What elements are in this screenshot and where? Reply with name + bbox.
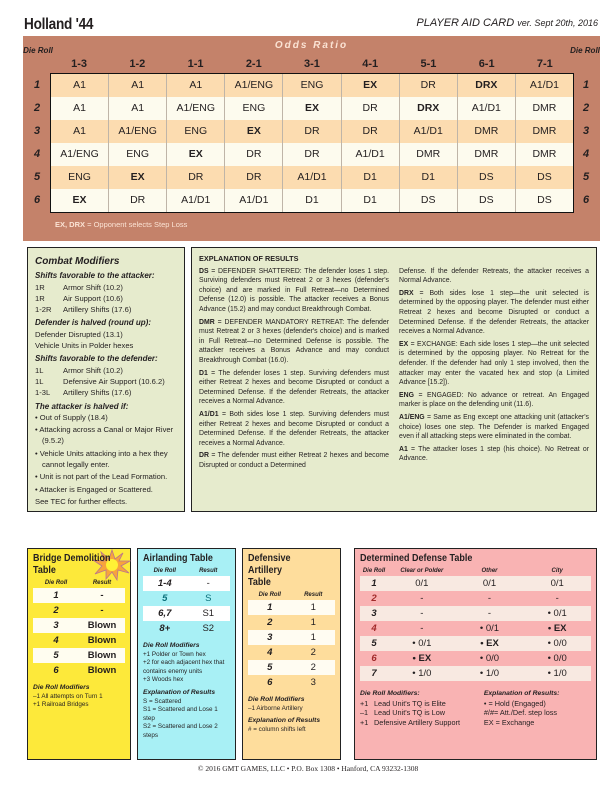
determined-defense-title: Determined Defense Table (360, 553, 473, 564)
crt-cell: DMR (532, 125, 557, 137)
dd-expl-title: Explanation of Results: (483, 690, 560, 697)
modifier-value: –1 (360, 708, 369, 717)
die-roll: 5 (371, 638, 377, 649)
crt-cell: A1/D1 (225, 189, 283, 212)
crt-cell: A1/D1 (283, 166, 341, 189)
result: - (206, 578, 210, 589)
table-row (33, 633, 125, 648)
crt-cell: EX (51, 189, 109, 212)
crt-cell: EX (342, 74, 400, 97)
defender-halved-heading: Defender is halved (round up): (35, 318, 152, 328)
result-definition (199, 267, 389, 315)
result: 1 (310, 617, 316, 628)
result: Blown (87, 650, 117, 661)
table-row (143, 576, 230, 591)
result: S (205, 593, 212, 604)
attacker-halved-item: • Out of Supply (18.4) (35, 412, 108, 422)
result-definition (399, 413, 589, 442)
result: S2 (202, 623, 215, 634)
result: S1 (202, 608, 215, 619)
explanation-line: #/#= Att./Def. step loss (483, 708, 558, 717)
result-text: = DEFENDER MANDATORY RETREAT: The defender must Retreat 2 or 3 hexes (defender's choice) and is marked in Full Retreat—no Determined Defense is possible. The attacker receives a Bonus Advance and may conduct Breakthrough Combat (16.0). (199, 318, 389, 364)
modifier-shift: 1R (35, 282, 45, 292)
odds-column-2-1: 2-1 (245, 58, 262, 70)
modifier-shift: 1-3L (35, 388, 51, 398)
dd-mods-title: Die Roll Modifiers: (360, 690, 420, 697)
die-roll-right: 2 (582, 102, 590, 114)
table-row (33, 588, 125, 603)
artillery-expl-title: Explanation of Results (248, 717, 321, 725)
modifier-line: +1 Railroad Bridges (33, 701, 89, 709)
dd-header: Other (481, 568, 498, 574)
result-text: = ENGAGED: No advance or retreat. An Engaged marker is place on the defending unit (11.6). (399, 391, 589, 409)
defender-shifts-heading: Shifts favorable to the defender: (35, 354, 158, 364)
table-row (33, 648, 125, 663)
die-roll: 5 (267, 662, 273, 673)
result-definition (399, 445, 589, 464)
table-row (248, 645, 335, 660)
die-roll-left: 5 (33, 171, 41, 183)
crt-cell: A1/ENG (109, 120, 167, 143)
die-roll: 3 (267, 632, 273, 643)
crt-cell: DR (400, 74, 458, 97)
dd-cell: • 0/0 (547, 638, 567, 649)
die-roll: 8+ (159, 623, 171, 634)
crt-cell: A1/ENG (167, 97, 225, 120)
result: 3 (310, 677, 316, 688)
table-row (248, 630, 335, 645)
modifier-desc: Artillery Shifts (17.6) (63, 388, 132, 398)
result-code: DS (199, 267, 209, 275)
explanation-title: EXPLANATION OF RESULTS (199, 254, 299, 263)
defender-halved-item: Vehicle Units in Polder hexes (35, 341, 134, 351)
modifier-shift: 1L (35, 376, 44, 386)
dd-cell: • 0/1 (547, 608, 567, 619)
card-title: Holland '44 (24, 16, 94, 33)
crt-cell: ENG (109, 143, 167, 166)
crt-cell: D1 (342, 166, 400, 189)
combat-modifiers-box (27, 247, 185, 512)
dd-cell: • 0/0 (547, 653, 567, 664)
die-roll: 6 (267, 677, 273, 688)
result-code: DRX (399, 289, 414, 297)
head-result: Result (92, 580, 112, 586)
crt-cell: D1 (283, 189, 341, 212)
crt-row (51, 189, 573, 212)
modifier-line (35, 304, 177, 315)
crt-cell: DRX (458, 74, 516, 97)
crt-cell: DMR (532, 148, 557, 160)
dd-cell: • 0/0 (479, 653, 500, 664)
dd-cell: • EX (412, 653, 432, 664)
odds-column-7-1: 7-1 (536, 58, 553, 70)
result-text: = DEFENDER SHATTERED: The defender loses 1 step. Surviving defenders must Retreat 2 or 3 hexes (defender's choice) and are marked in Full Retreat—no Determined Defense (12.0) is possible. The attacker receives a Bonus Advance (15.2) and may conduct Breakthrough Combat. (199, 267, 389, 313)
modifier-value: +1 (360, 698, 369, 708)
odds-column-6-1: 6-1 (478, 58, 495, 70)
crt-cell: ENG (167, 120, 225, 143)
table-row (248, 660, 335, 675)
crt-cell: ENG (51, 166, 109, 189)
dd-header: Die Roll (362, 568, 386, 574)
crt-cell: A1 (167, 74, 225, 97)
odds-ratio-title: Odds Ratio (274, 40, 349, 51)
subtitle-text: PLAYER AID CARD (416, 17, 515, 29)
bridge-demolition-table (27, 548, 131, 760)
crt-row (51, 97, 573, 120)
result-definition (399, 391, 589, 410)
die-roll: 2 (53, 605, 59, 616)
modifier-line (35, 387, 177, 398)
result-text: = The defender loses 1 step. Surviving defenders must either Retreat 2 hexes and become Disrupted or conduct a Determined Defense. If the defender Retreats, the attacker receives a Normal Advance. (199, 369, 389, 406)
crt-cell: DS (400, 189, 458, 212)
artillery-mods-title: Die Roll Modifiers (248, 696, 305, 703)
die-roll: 1-4 (157, 578, 172, 589)
explanation-right-column (399, 267, 589, 474)
result-definition (199, 318, 389, 366)
die-roll-right: 1 (582, 79, 590, 91)
crt-cell: A1 (51, 97, 109, 120)
die-roll: 1 (371, 578, 377, 589)
determined-defense-table (354, 548, 597, 760)
dd-cell: • 1/0 (479, 668, 500, 679)
dd-row (360, 606, 591, 621)
combat-results-table (23, 36, 600, 241)
odds-column-3-1: 3-1 (304, 58, 320, 70)
modifier-line: +3 Woods hex (143, 676, 184, 684)
dd-row (360, 591, 591, 606)
dd-cell: 0/1 (415, 578, 429, 589)
odds-column-1-2: 1-2 (129, 58, 146, 70)
result: 1 (310, 632, 316, 643)
table-row (248, 600, 335, 615)
result-definition (399, 340, 589, 388)
card-subtitle (416, 17, 598, 29)
crt-cell: DR (283, 143, 341, 166)
bridge-mods-title: Die Roll Modifiers (33, 684, 90, 691)
odds-column-headers (50, 58, 574, 70)
die-roll-right: 6 (582, 194, 590, 206)
crt-cell: DS (537, 194, 552, 206)
head-die-roll: Die Roll (153, 568, 176, 574)
modifier-desc: Armor Shift (10.2) (63, 365, 123, 375)
die-roll: 6 (371, 653, 377, 664)
crt-cell: DR (225, 143, 283, 166)
crt-cell: EX (283, 97, 341, 120)
explanation-continuation: Defense. If the defender Retreats, the attacker receives a Normal Advance. (399, 267, 589, 285)
crt-cell: A1/D1 (529, 79, 560, 91)
crt-cell: DR (167, 166, 225, 189)
attacker-shifts-heading: Shifts favorable to the attacker: (35, 271, 155, 281)
result-text: = Both sides lose 1 step. Surviving defenders must either Retreat 2 hexes and become Disrupted or conduct a Determined Defense. If the defender Retreats, the attacker receives a Normal Advance. (199, 410, 389, 447)
crt-cell: DMR (400, 143, 458, 166)
bridge-title-1: Bridge Demolition (33, 553, 111, 564)
attacker-halved-item: • Unit is not part of the Lead Formation. (35, 472, 168, 482)
dd-header: City (551, 568, 563, 574)
dd-cell: - (420, 608, 424, 619)
explanation-line: S2 = Scattered and Lose 2 steps (143, 723, 218, 739)
crt-cell: A1 (109, 97, 167, 120)
result: 2 (310, 647, 316, 658)
odds-column-1-1: 1-1 (187, 58, 204, 70)
attacker-halved-item: • Attacker is Engaged or Scattered. (35, 484, 153, 494)
head-die-roll: Die Roll (44, 580, 68, 586)
die-roll-left: 6 (33, 194, 41, 206)
modifier-line (360, 718, 478, 728)
crt-cell: DRX (400, 97, 458, 120)
modifier-desc: Lead Unit's TQ is Elite (374, 698, 446, 708)
attacker-halved-item: • Attacking across a Canal or Major River (9.5.2) (35, 425, 174, 446)
modifier-desc: Lead Unit's TQ is Low (374, 708, 446, 717)
artillery-title-2: Table (248, 577, 271, 588)
die-roll: 1 (267, 602, 273, 613)
airlanding-table (137, 548, 236, 760)
dd-cell: • 1/0 (547, 668, 567, 679)
version-text: ver. Sept 20th, 2016 (517, 18, 598, 28)
modifier-line (35, 293, 177, 304)
result-text: = The defender must either Retreat 2 hexes and become Disrupted or conduct a Determined (199, 452, 389, 469)
table-row (33, 663, 125, 678)
result: Blown (87, 620, 117, 631)
modifier-value: +1 (360, 717, 369, 727)
crt-cell: A1 (109, 74, 167, 97)
die-roll: 2 (267, 617, 273, 628)
attacker-halved-heading: The attacker is halved if: (35, 401, 129, 411)
modifier-line (360, 699, 478, 709)
crt-cell: DR (283, 120, 341, 143)
table-row (143, 606, 230, 621)
modifier-line: +2 for each adjacent hex that contains enemy units (143, 659, 225, 675)
combat-modifiers-title: Combat Modifiers (35, 256, 120, 267)
table-row (248, 615, 335, 630)
airlanding-expl-title: Explanation of Results (143, 688, 216, 696)
crt-row (51, 74, 573, 97)
dd-cell: • 0/1 (479, 623, 500, 634)
die-roll: 6,7 (158, 608, 172, 619)
crt-cell: EX (225, 120, 283, 143)
attacker-halved-item: • Vehicle Units attacking into a hex they cannot legally enter. (35, 448, 168, 470)
crt-cell: A1/D1 (342, 143, 400, 166)
result: Blown (87, 665, 117, 676)
die-roll-label-left: Die Roll (23, 46, 53, 55)
die-roll: 5 (53, 650, 59, 661)
crt-cell: A1/D1 (400, 120, 458, 143)
odds-column-5-1: 5-1 (420, 58, 437, 70)
result-code: ENG (399, 391, 414, 399)
dd-row (360, 651, 591, 666)
result-text: = EXCHANGE: Each side loses 1 step—the unit selected is determined by the opposing player. No Retreat for the defender. If the defender had only 1 step involved, then the attacker may enter the vacated hex and stop (a Limited Advance [15.2]). (399, 340, 589, 387)
crt-cell: DS (458, 166, 516, 189)
see-tec-note: See TEC for further effects. (35, 496, 128, 506)
dd-row (360, 621, 591, 636)
publisher-footer: © 2016 GMT GAMES, LLC • P.O. Box 1308 • Hanford, CA 93232-1308 (197, 764, 419, 773)
note-bold: EX, DRX (55, 220, 86, 229)
crt-cell: DR (225, 166, 283, 189)
modifier-line: –1 Airborne Artillery (248, 704, 303, 712)
die-roll-right: 3 (582, 125, 590, 137)
result: - (100, 605, 104, 616)
modifier-line (35, 365, 177, 376)
dd-cell: - (420, 593, 424, 604)
die-roll-label-right: Die Roll (570, 46, 600, 55)
crt-cell: ENG (283, 74, 341, 97)
die-roll: 4 (53, 635, 59, 646)
explanation-of-results-box (191, 247, 597, 512)
result-text: = Same as Eng except one attacking unit (attacker's choice) loses one step. The Defender is marked Engaged even if all attacking steps were eliminated in the combat. (399, 413, 589, 441)
crt-row (51, 166, 573, 189)
result: 1 (310, 602, 316, 613)
defender-halved-item: Defender Disrupted (13.1) (35, 329, 123, 339)
dd-cell: • EX (480, 638, 499, 649)
dd-cell: • EX (547, 623, 567, 634)
result-definition (199, 369, 389, 407)
result-definition (199, 451, 389, 470)
dd-cell: 0/1 (482, 578, 497, 589)
result: Blown (87, 635, 117, 646)
modifier-desc: Armor Shift (10.2) (63, 282, 123, 292)
result: - (100, 590, 104, 601)
crt-cell: A1/ENG (51, 143, 109, 166)
crt-cell: DMR (458, 143, 516, 166)
crt-row (51, 120, 573, 143)
die-roll: 6 (53, 665, 59, 676)
result: 2 (310, 662, 316, 673)
result-text: = The attacker loses 1 step (his choice). No Retreat or Advance. (399, 445, 589, 463)
dd-row (360, 576, 591, 591)
crt-cell: ENG (225, 97, 283, 120)
crt-note (55, 220, 187, 229)
die-roll-left: 3 (33, 125, 41, 137)
explanation-line: S1 = Scattered and Lose 1 step (143, 706, 218, 722)
dd-row (360, 666, 591, 681)
die-roll: 4 (371, 623, 377, 634)
die-roll: 2 (371, 593, 377, 604)
modifier-line (360, 708, 478, 718)
result-code: A1/D1 (199, 410, 219, 418)
result-code: A1/ENG (399, 413, 425, 421)
explanation-line: # = column shifts left (248, 725, 306, 733)
dd-cell: • 0/1 (412, 638, 432, 649)
crt-cell: A1/D1 (458, 97, 516, 120)
airlanding-title: Airlanding Table (143, 553, 213, 564)
crt-grid (50, 73, 574, 213)
modifier-desc: Defensive Air Support (10.6.2) (63, 376, 165, 386)
dd-cell: - (555, 593, 559, 604)
explanation-left-column (199, 267, 389, 474)
odds-column-1-3: 1-3 (71, 58, 88, 70)
explanation-line: S = Scattered (143, 697, 182, 705)
die-roll: 3 (371, 608, 377, 619)
dd-row (360, 636, 591, 651)
result-text: = Both sides lose 1 step—the unit selected is determined by the opposing player. The defender must either Retreat 2 hexes and become Disrupted or conduct a Determined Defense. If the defender Retreats, the attacker receives a Normal Advance. (399, 289, 589, 336)
modifier-shift: 1L (35, 365, 44, 375)
modifier-line (35, 376, 177, 387)
artillery-title-1: Defensive Artillery (248, 553, 291, 576)
die-roll-right: 4 (582, 148, 590, 160)
result-code: A1 (399, 445, 408, 453)
result-code: DMR (199, 318, 215, 326)
table-row (143, 591, 230, 606)
crt-cell: DR (342, 97, 400, 120)
modifier-line: –1 All attempts on Turn 1 (33, 692, 103, 700)
die-roll: 3 (53, 620, 59, 631)
dd-cell: - (487, 608, 492, 619)
die-roll-left: 4 (33, 148, 41, 160)
explanation-line: EX = Exchange (483, 717, 535, 727)
crt-cell: DMR (458, 120, 516, 143)
die-roll: 7 (371, 668, 377, 679)
die-roll: 4 (267, 647, 273, 658)
crt-cell: A1/D1 (167, 189, 225, 212)
crt-cell: DR (342, 120, 400, 143)
defensive-artillery-table (242, 548, 341, 760)
note-text: = Opponent selects Step Loss (85, 220, 188, 229)
crt-cell: A1/ENG (225, 74, 283, 97)
result-code: EX (399, 340, 409, 348)
crt-cell: EX (109, 166, 167, 189)
die-roll-right: 5 (582, 171, 590, 183)
modifier-line: +1 Polder or Town hex (143, 650, 206, 658)
head-result: Result (304, 592, 323, 598)
crt-cell: DMR (532, 102, 557, 114)
bridge-title-2: Table (33, 565, 56, 576)
airlanding-mods-title: Die Roll Modifiers (143, 642, 200, 649)
dd-cell: 0/1 (550, 578, 564, 589)
dd-cell: • 1/0 (412, 668, 432, 679)
die-roll: 1 (53, 590, 59, 601)
head-result: Result (199, 568, 218, 574)
modifier-desc: Air Support (10.6) (63, 293, 123, 303)
result-code: DR (199, 452, 209, 460)
modifier-desc: Artillery Shifts (17.6) (63, 305, 132, 315)
result-definition (399, 289, 589, 337)
crt-cell: D1 (400, 166, 458, 189)
crt-cell: DR (109, 189, 167, 212)
odds-column-4-1: 4-1 (362, 58, 379, 70)
table-row (33, 603, 125, 618)
modifier-shift: 1R (35, 293, 45, 303)
crt-cell: A1 (51, 120, 109, 143)
head-die-roll: Die Roll (258, 592, 281, 598)
explanation-line: • = Hold (Engaged) (483, 698, 546, 708)
modifier-desc: Defensive Artillery Support (374, 717, 460, 727)
dd-cell: - (487, 593, 492, 604)
crt-cell: D1 (342, 189, 400, 212)
die-roll-left: 1 (33, 79, 41, 91)
table-row (143, 621, 230, 636)
result-definition (199, 410, 389, 448)
crt-row (51, 143, 573, 166)
dd-header: Clear or Polder (400, 568, 444, 574)
crt-cell: A1 (51, 74, 109, 97)
dd-cell: - (420, 623, 424, 634)
modifier-line (35, 282, 177, 293)
modifier-shift: 1-2R (35, 305, 52, 315)
crt-cell: EX (167, 143, 225, 166)
table-row (33, 618, 125, 633)
die-roll: 5 (162, 593, 168, 604)
crt-cell: DS (537, 171, 552, 183)
result-code: D1 (199, 369, 208, 377)
table-row (248, 675, 335, 690)
die-roll-left: 2 (33, 102, 41, 114)
crt-cell: DS (458, 189, 516, 212)
